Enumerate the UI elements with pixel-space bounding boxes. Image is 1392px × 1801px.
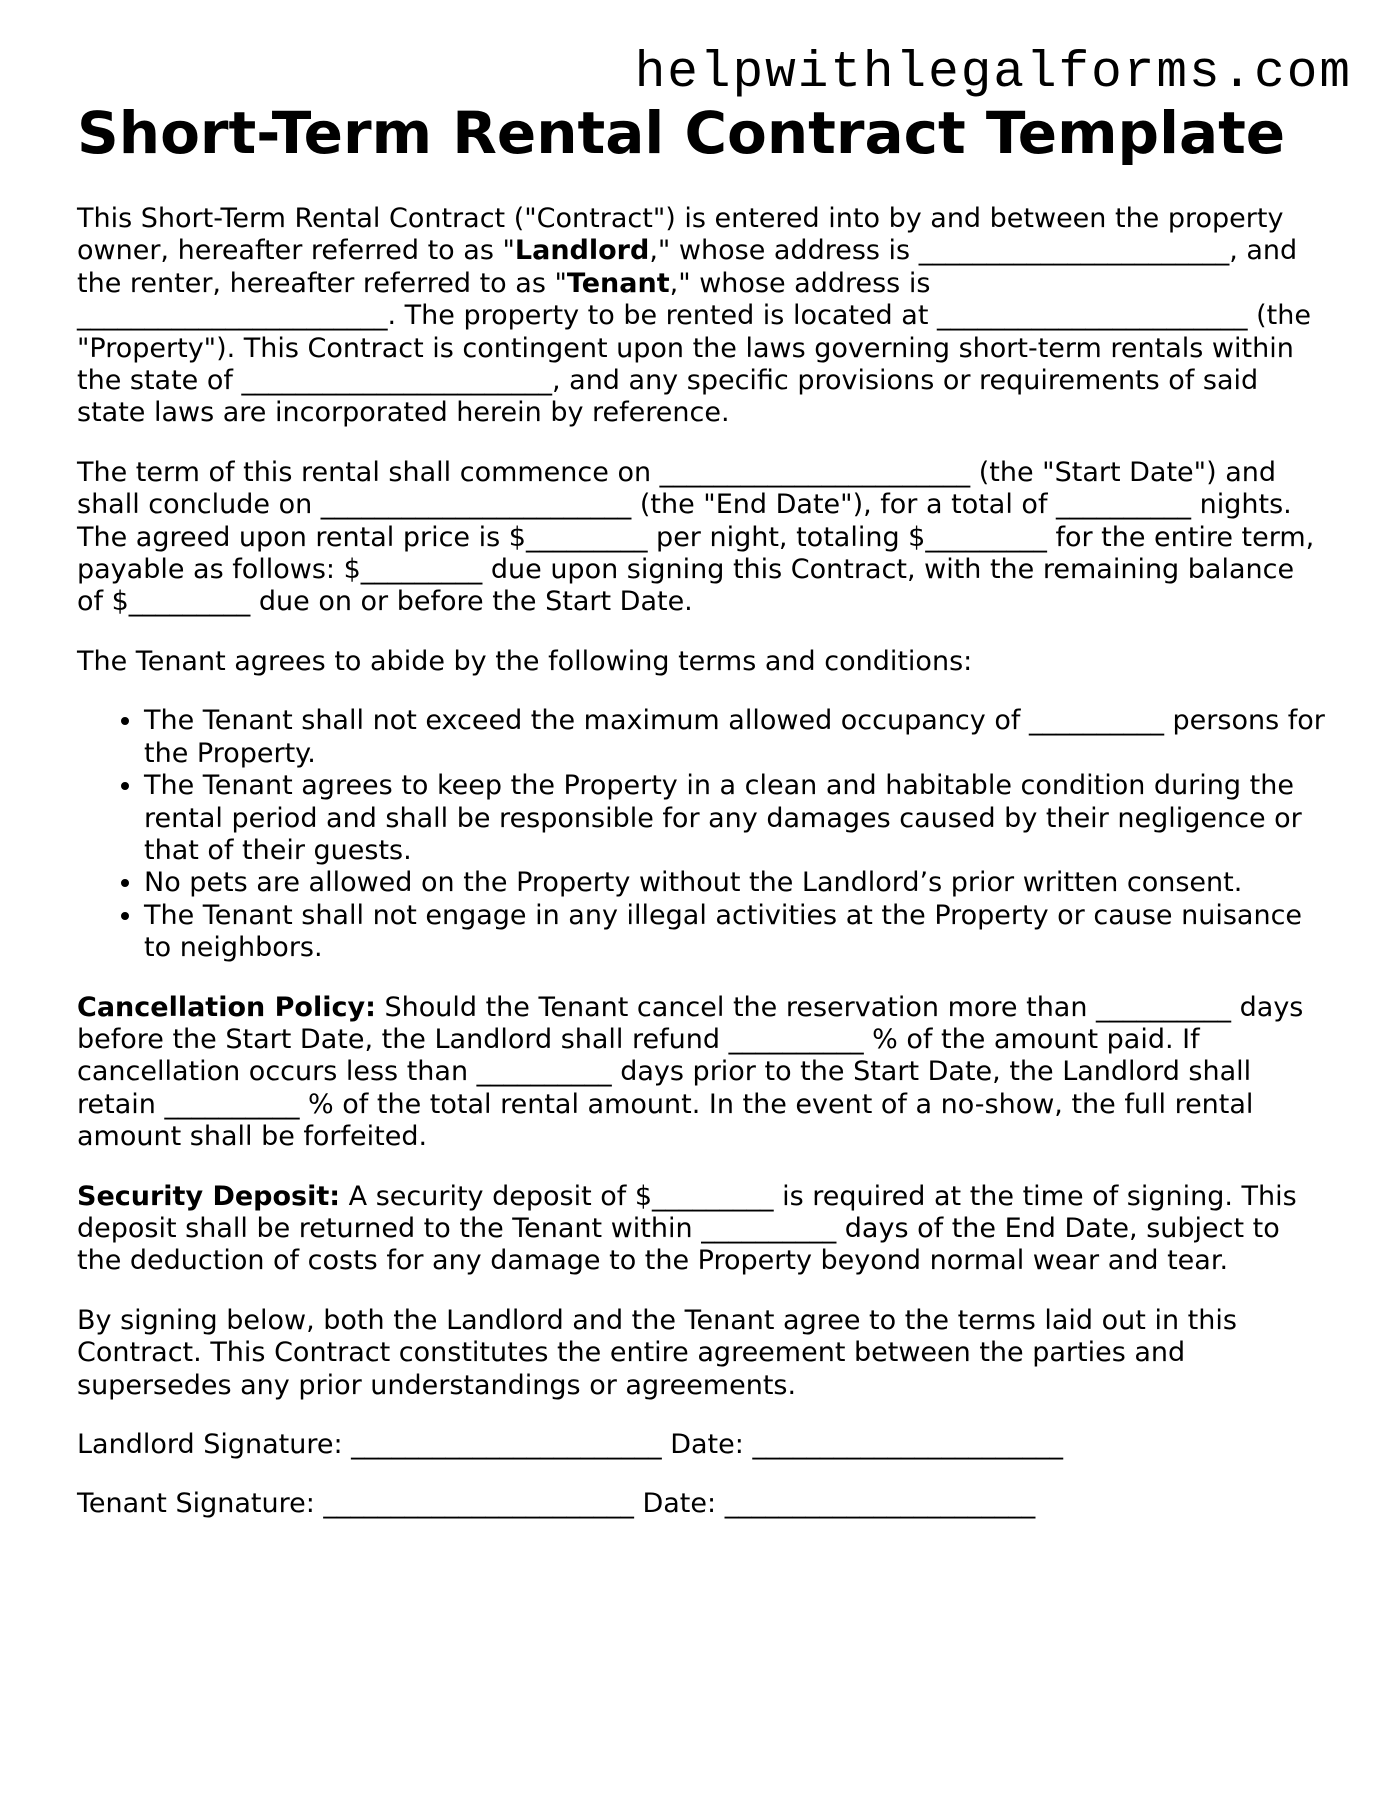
- list-item: [144, 705, 1327, 770]
- deposit-text: is required at the time of signing. This deposit shall be returned to the Tenant within: [77, 1180, 1297, 1244]
- document-body: [77, 203, 1327, 1521]
- tenant-signature-line: [77, 1488, 1327, 1520]
- intro-text: (the "Property"). This Contract is contingent upon the laws governing short-term rentals within the state of: [77, 300, 1311, 397]
- term-text: The term of this rental shall commence on: [77, 456, 660, 488]
- term-text: due on or before the Start Date.: [250, 586, 693, 618]
- term-paragraph: [77, 457, 1327, 619]
- cancel-days-blank[interactable]: __________: [1096, 991, 1232, 1023]
- site-watermark: helpwithlegalforms.com: [634, 45, 1352, 102]
- landlord-address-blank[interactable]: _______________________: [918, 235, 1230, 267]
- deposit-paragraph: [77, 1181, 1327, 1278]
- state-blank[interactable]: _______________________: [241, 365, 552, 397]
- list-item: • The Tenant agrees to keep the Property in a clean and habitable condition during the rental period and shall be responsible for any damages caused by their negligence or that of their guests.: [144, 770, 1327, 867]
- landlord-date-blank[interactable]: _______________________: [752, 1429, 1063, 1460]
- total-price-blank[interactable]: _________: [925, 521, 1047, 553]
- cancellation-text: days prior to the Start Date, the Landlord shall retain: [77, 1056, 1252, 1120]
- term-text: for the entire term, payable as follows: $: [77, 521, 1315, 586]
- tenant-term: Tenant: [566, 267, 670, 299]
- tenant-signature-label: Tenant Signature:: [77, 1488, 324, 1520]
- list-item: • No pets are allowed on the Property without the Landlord’s prior written consent.: [144, 867, 1327, 899]
- nightly-price-blank[interactable]: _________: [525, 521, 648, 553]
- intro-text: ," whose address is: [649, 235, 919, 267]
- landlord-signature-blank[interactable]: _______________________: [351, 1429, 662, 1460]
- intro-text: This Short-Term Rental Contract ("Contract") is entered into by and between the property owner, hereafter referred to as ": [77, 203, 1284, 267]
- landlord-signature-line: [77, 1429, 1327, 1461]
- intro-text: . The property to be rented is located at: [387, 300, 937, 332]
- term-item-text: The Tenant shall not exceed the maximum allowed occupancy of: [144, 705, 1029, 737]
- deposit-return-days-blank[interactable]: __________: [701, 1212, 837, 1244]
- deposit-text: A security deposit of $: [340, 1180, 653, 1212]
- term-item-text: persons for the Property.: [144, 705, 1325, 769]
- signing-payment-blank[interactable]: _________: [360, 554, 483, 586]
- term-text: nights. The agreed upon rental price is $: [77, 489, 1292, 553]
- refund-percent-blank[interactable]: __________: [728, 1023, 864, 1055]
- term-text: (the "End Date"), for a total of: [631, 489, 1057, 521]
- closing-paragraph: By signing below, both the Landlord and the Tenant agree to the terms laid out in this Contract. This Contract constitutes the entire agreement between the parties and supersedes any prior understandings or agreements.: [77, 1304, 1237, 1401]
- intro-paragraph: [77, 203, 1327, 430]
- deposit-text: days of the End Date, subject to the deduction of costs for any damage to the Property beyond normal wear and tear.: [77, 1212, 1280, 1277]
- document-page: [77, 93, 1327, 1548]
- cancellation-paragraph: [77, 992, 1327, 1154]
- cancellation-text: days before the Start Date, the Landlord shall refund: [77, 991, 1304, 1055]
- cancellation-text: % of the amount paid. If cancellation occurs less than: [77, 1023, 1200, 1088]
- term-text: (the "Start Date") and shall conclude on: [77, 456, 1277, 521]
- date-label: Date:: [633, 1488, 725, 1520]
- date-label: Date:: [661, 1429, 753, 1460]
- deposit-label: Security Deposit:: [77, 1180, 341, 1212]
- landlord-term: Landlord: [514, 235, 650, 267]
- intro-text: , and any specific provisions or requirements of said state laws are incorporated herein by reference.: [77, 365, 1259, 429]
- cancellation-text: % of the total rental amount. In the event of a no-show, the full rental amount shall be forfeited.: [77, 1088, 1254, 1153]
- occupancy-blank[interactable]: __________: [1028, 705, 1164, 737]
- intro-text: ," whose address is: [669, 267, 931, 299]
- terms-intro: The Tenant agrees to abide by the following terms and conditions:: [77, 645, 973, 677]
- tenant-address-blank[interactable]: _______________________: [77, 300, 388, 332]
- terms-list: [77, 705, 1327, 964]
- nights-blank[interactable]: __________: [1056, 489, 1192, 521]
- cancellation-text: Should the Tenant cancel the reservation more than: [375, 991, 1097, 1023]
- remaining-balance-blank[interactable]: _________: [128, 586, 251, 618]
- property-location-blank[interactable]: _______________________: [937, 300, 1248, 332]
- tenant-signature-blank[interactable]: _______________________: [323, 1488, 634, 1520]
- intro-text: , and the renter, hereafter referred to as ": [77, 235, 1298, 299]
- term-text: due upon signing this Contract, with the remaining balance of $: [77, 554, 1295, 618]
- end-date-blank[interactable]: _______________________: [320, 489, 632, 521]
- landlord-signature-label: Landlord Signature:: [77, 1429, 352, 1460]
- start-date-blank[interactable]: _______________________: [659, 456, 971, 488]
- term-text: per night, totaling $: [647, 521, 926, 553]
- deposit-amount-blank[interactable]: _________: [652, 1180, 774, 1212]
- retain-percent-blank[interactable]: __________: [164, 1088, 300, 1120]
- list-item: • The Tenant shall not engage in any illegal activities at the Property or cause nuisance to neighbors.: [144, 900, 1327, 965]
- late-cancel-days-blank[interactable]: __________: [476, 1056, 612, 1088]
- tenant-date-blank[interactable]: _______________________: [724, 1488, 1036, 1520]
- cancellation-label: Cancellation Policy:: [77, 991, 376, 1023]
- document-title: Short-Term Rental Contract Template: [77, 99, 1286, 167]
